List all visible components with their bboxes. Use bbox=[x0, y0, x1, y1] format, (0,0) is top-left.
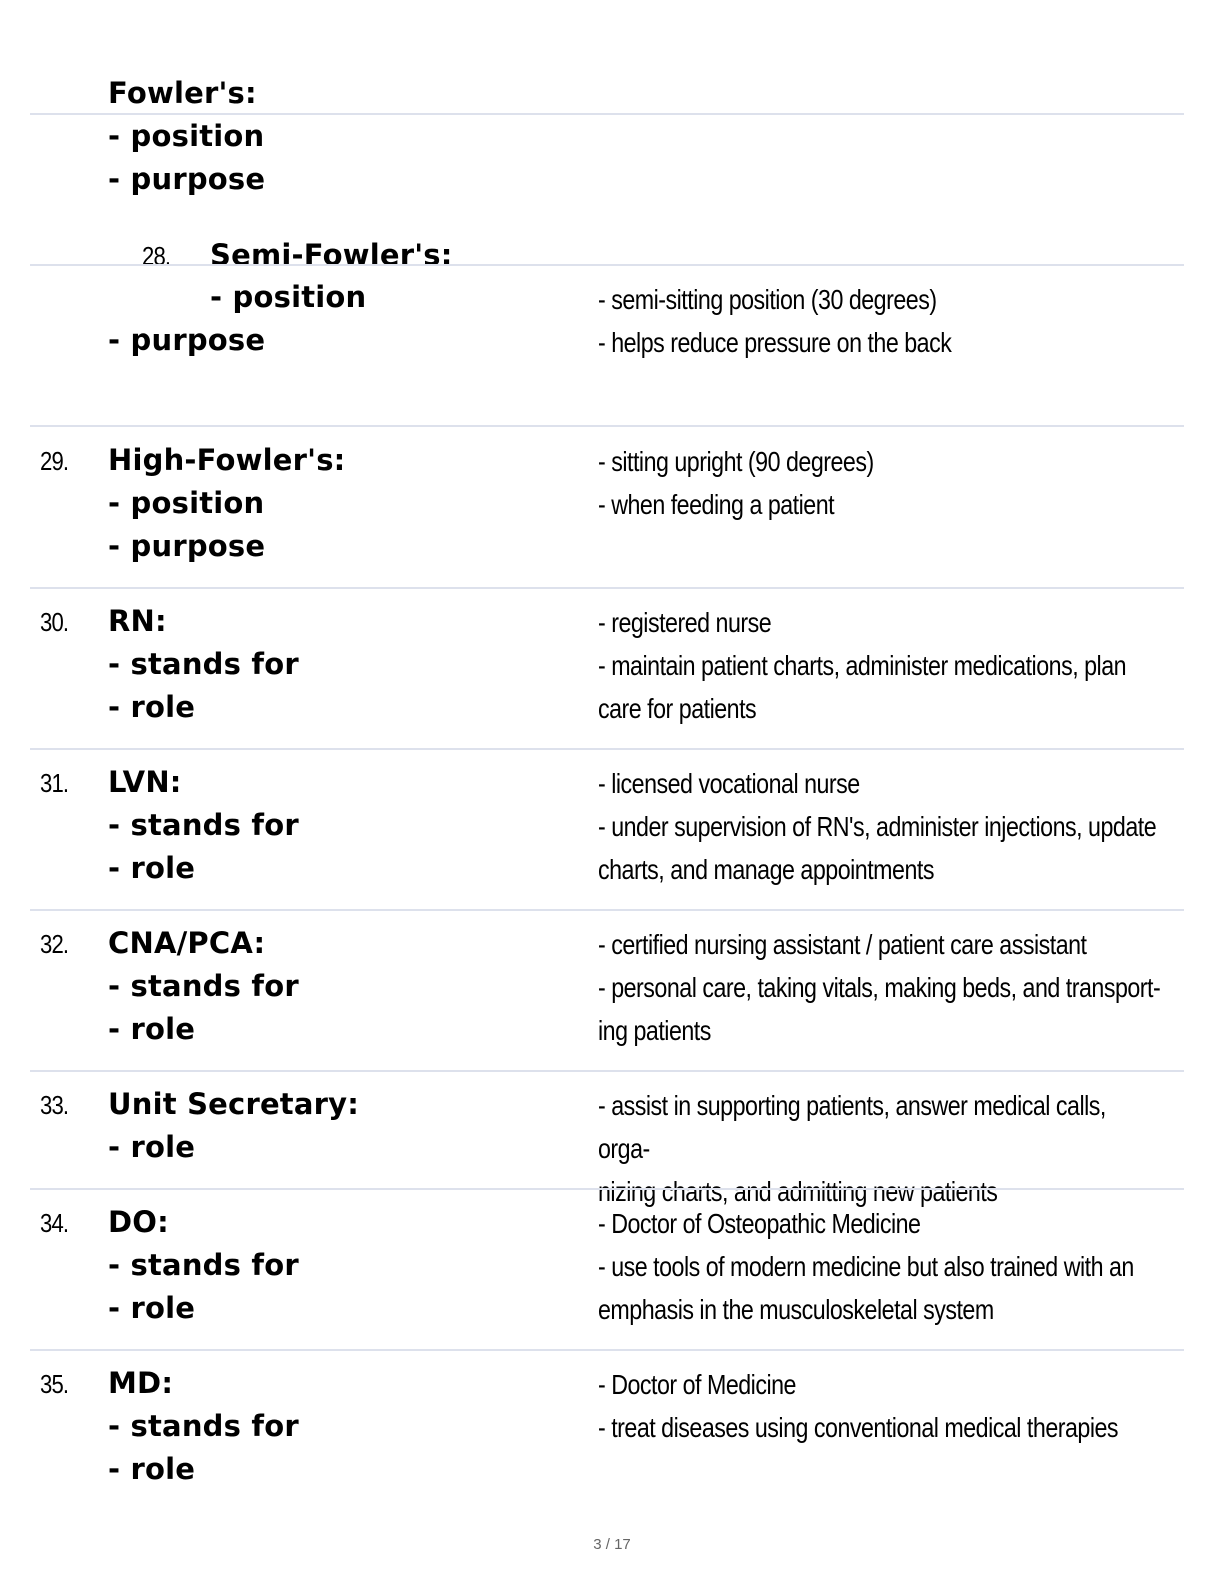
card-number: 29. bbox=[40, 446, 69, 476]
term-md-sub-stands-for: - stands for bbox=[108, 1409, 299, 1443]
divider bbox=[30, 909, 1184, 911]
term-do-sub-role: - role bbox=[108, 1291, 196, 1325]
definition-line: - treat diseases using conventional medical therapies bbox=[598, 1412, 1119, 1443]
definition-line: - Doctor of Osteopathic Medicine bbox=[598, 1208, 921, 1239]
definition-line: ing patients bbox=[598, 1015, 711, 1046]
term-rn-sub-role: - role bbox=[108, 690, 196, 724]
term-lvn-sub-role: - role bbox=[108, 851, 196, 885]
definition-line: - certified nursing assistant / patient care assistant bbox=[598, 929, 1087, 960]
definition-line: - maintain patient charts, administer medications, plan bbox=[598, 650, 1127, 681]
definition-line: - Doctor of Medicine bbox=[598, 1369, 796, 1400]
term-lvn-sub-stands-for: - stands for bbox=[108, 808, 299, 842]
definition-line: emphasis in the musculoskeletal system bbox=[598, 1294, 994, 1325]
term-semi-sub-purpose: - purpose bbox=[108, 323, 266, 357]
card-number: 33. bbox=[40, 1090, 69, 1120]
definition-line: - registered nurse bbox=[598, 607, 772, 638]
term-unit-secretary: Unit Secretary: bbox=[108, 1087, 360, 1121]
definition bbox=[598, 1084, 1162, 1213]
definition-line: - licensed vocational nurse bbox=[598, 768, 860, 799]
page-number: 3 / 17 bbox=[593, 1536, 631, 1553]
term-fowlers: Fowler's: bbox=[108, 76, 257, 110]
definition bbox=[598, 278, 1162, 364]
divider bbox=[30, 748, 1184, 750]
card-number: 32. bbox=[40, 929, 69, 959]
term-do-sub-stands-for: - stands for bbox=[108, 1248, 299, 1282]
definition-line: - use tools of modern medicine but also trained with an bbox=[598, 1251, 1134, 1282]
definition-line: - assist in supporting patients, answer medical calls, orga- bbox=[598, 1090, 1106, 1164]
definition-line: care for patients bbox=[598, 693, 757, 724]
term-fowlers-sub-purpose: - purpose bbox=[108, 162, 266, 196]
definition bbox=[598, 1202, 1162, 1331]
term-do: DO: bbox=[108, 1205, 169, 1239]
divider bbox=[30, 113, 1184, 115]
term-semi-sub-position: - position bbox=[210, 280, 367, 314]
definition-line: - under supervision of RN's, administer injections, update bbox=[598, 811, 1157, 842]
term-fowlers-sub-position: - position bbox=[108, 119, 265, 153]
term-semi-fowlers: Semi-Fowler's: bbox=[210, 238, 453, 272]
term-high-sub-purpose: - purpose bbox=[108, 529, 266, 563]
definition-line: - helps reduce pressure on the back bbox=[598, 327, 952, 358]
term-md: MD: bbox=[108, 1366, 174, 1400]
divider bbox=[30, 587, 1184, 589]
definition bbox=[598, 923, 1162, 1052]
card-number: 31. bbox=[40, 768, 69, 798]
definition-line: charts, and manage appointments bbox=[598, 854, 934, 885]
definition bbox=[598, 601, 1162, 730]
term-cna-pca: CNA/PCA: bbox=[108, 926, 266, 960]
term-rn-sub-stands-for: - stands for bbox=[108, 647, 299, 681]
term-rn: RN: bbox=[108, 604, 167, 638]
term-cna-sub-stands-for: - stands for bbox=[108, 969, 299, 1003]
term-cna-sub-role: - role bbox=[108, 1012, 196, 1046]
divider bbox=[30, 425, 1184, 427]
divider bbox=[30, 1349, 1184, 1351]
term-high-fowlers: High-Fowler's: bbox=[108, 443, 346, 477]
definition-line: - personal care, taking vitals, making beds, and transport- bbox=[598, 972, 1161, 1003]
definition bbox=[598, 1363, 1162, 1449]
term-md-sub-role: - role bbox=[108, 1452, 196, 1486]
card-number: 34. bbox=[40, 1208, 69, 1238]
term-unit-sub-role: - role bbox=[108, 1130, 196, 1164]
card-number: 28. bbox=[142, 241, 171, 271]
definition-line: nizing charts, and admitting new patients bbox=[598, 1176, 998, 1207]
divider bbox=[30, 1070, 1184, 1072]
definition-line: - semi-sitting position (30 degrees) bbox=[598, 284, 937, 315]
term-lvn: LVN: bbox=[108, 765, 182, 799]
card-number: 30. bbox=[40, 607, 69, 637]
definition bbox=[598, 440, 1162, 526]
divider bbox=[30, 1188, 1184, 1190]
definition-line: - sitting upright (90 degrees) bbox=[598, 446, 874, 477]
divider bbox=[30, 264, 1184, 266]
definition bbox=[598, 762, 1162, 891]
term-high-sub-position: - position bbox=[108, 486, 265, 520]
definition-line: - when feeding a patient bbox=[598, 489, 835, 520]
card-number: 35. bbox=[40, 1369, 69, 1399]
